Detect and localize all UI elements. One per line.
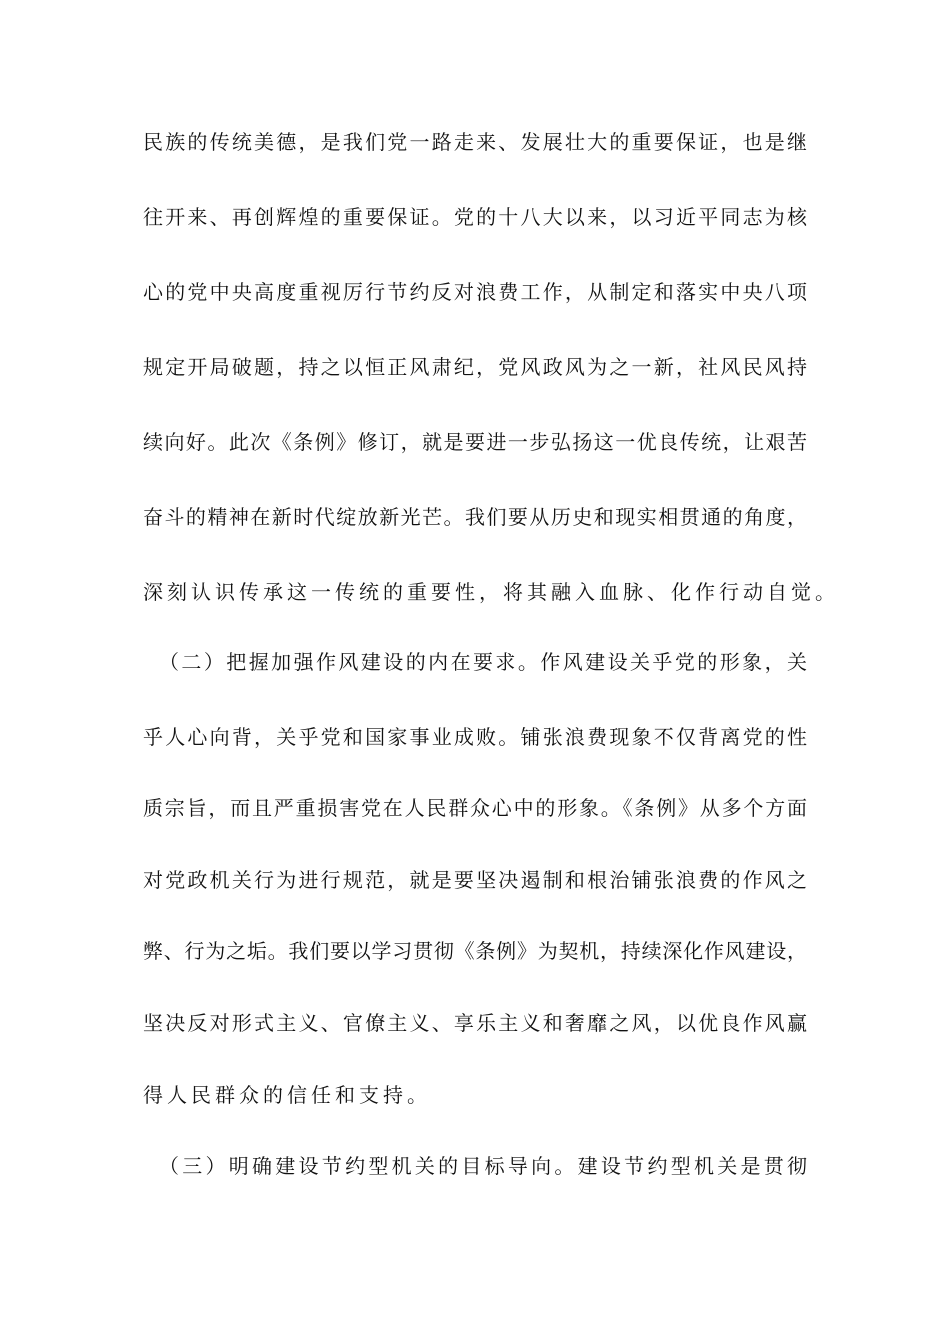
paragraph-line: 乎人心向背，关乎党和国家事业成败。铺张浪费现象不仅背离党的性 <box>143 725 807 749</box>
paragraph-line: 续向好。此次《条例》修订，就是要进一步弘扬这一优良传统，让艰苦 <box>143 430 807 454</box>
paragraph-line: 心的党中央高度重视厉行节约反对浪费工作，从制定和落实中央八项 <box>143 280 807 304</box>
paragraph-line: 对党政机关行为进行规范，就是要坚决遏制和根治铺张浪费的作风之 <box>143 868 807 892</box>
section-heading-line: （二）把握加强作风建设的内在要求。作风建设关乎党的形象，关 <box>159 650 807 674</box>
paragraph-line: 往开来、再创辉煌的重要保证。党的十八大以来，以习近平同志为核 <box>143 205 807 229</box>
paragraph-line: 得人民群众的信任和支持。 <box>143 1083 431 1107</box>
paragraph-line: 弊、行为之垢。我们要以学习贯彻《条例》为契机，持续深化作风建设， <box>143 939 807 963</box>
paragraph-line: 民族的传统美德，是我们党一路走来、发展壮大的重要保证，也是继 <box>143 130 807 154</box>
paragraph-line: 质宗旨，而且严重损害党在人民群众心中的形象。《条例》从多个方面 <box>143 796 807 820</box>
section-heading-line: （三）明确建设节约型机关的目标导向。建设节约型机关是贯彻 <box>159 1154 807 1178</box>
paragraph-line: 规定开局破题，持之以恒正风肃纪，党风政风为之一新，社风民风持 <box>143 355 807 379</box>
paragraph-line: 坚决反对形式主义、官僚主义、享乐主义和奢靡之风，以优良作风赢 <box>143 1011 807 1035</box>
paragraph-line: 奋斗的精神在新时代绽放新光芒。我们要从历史和现实相贯通的角度， <box>143 505 807 529</box>
paragraph-line: 深刻认识传承这一传统的重要性，将其融入血脉、化作行动自觉。 <box>143 580 839 604</box>
